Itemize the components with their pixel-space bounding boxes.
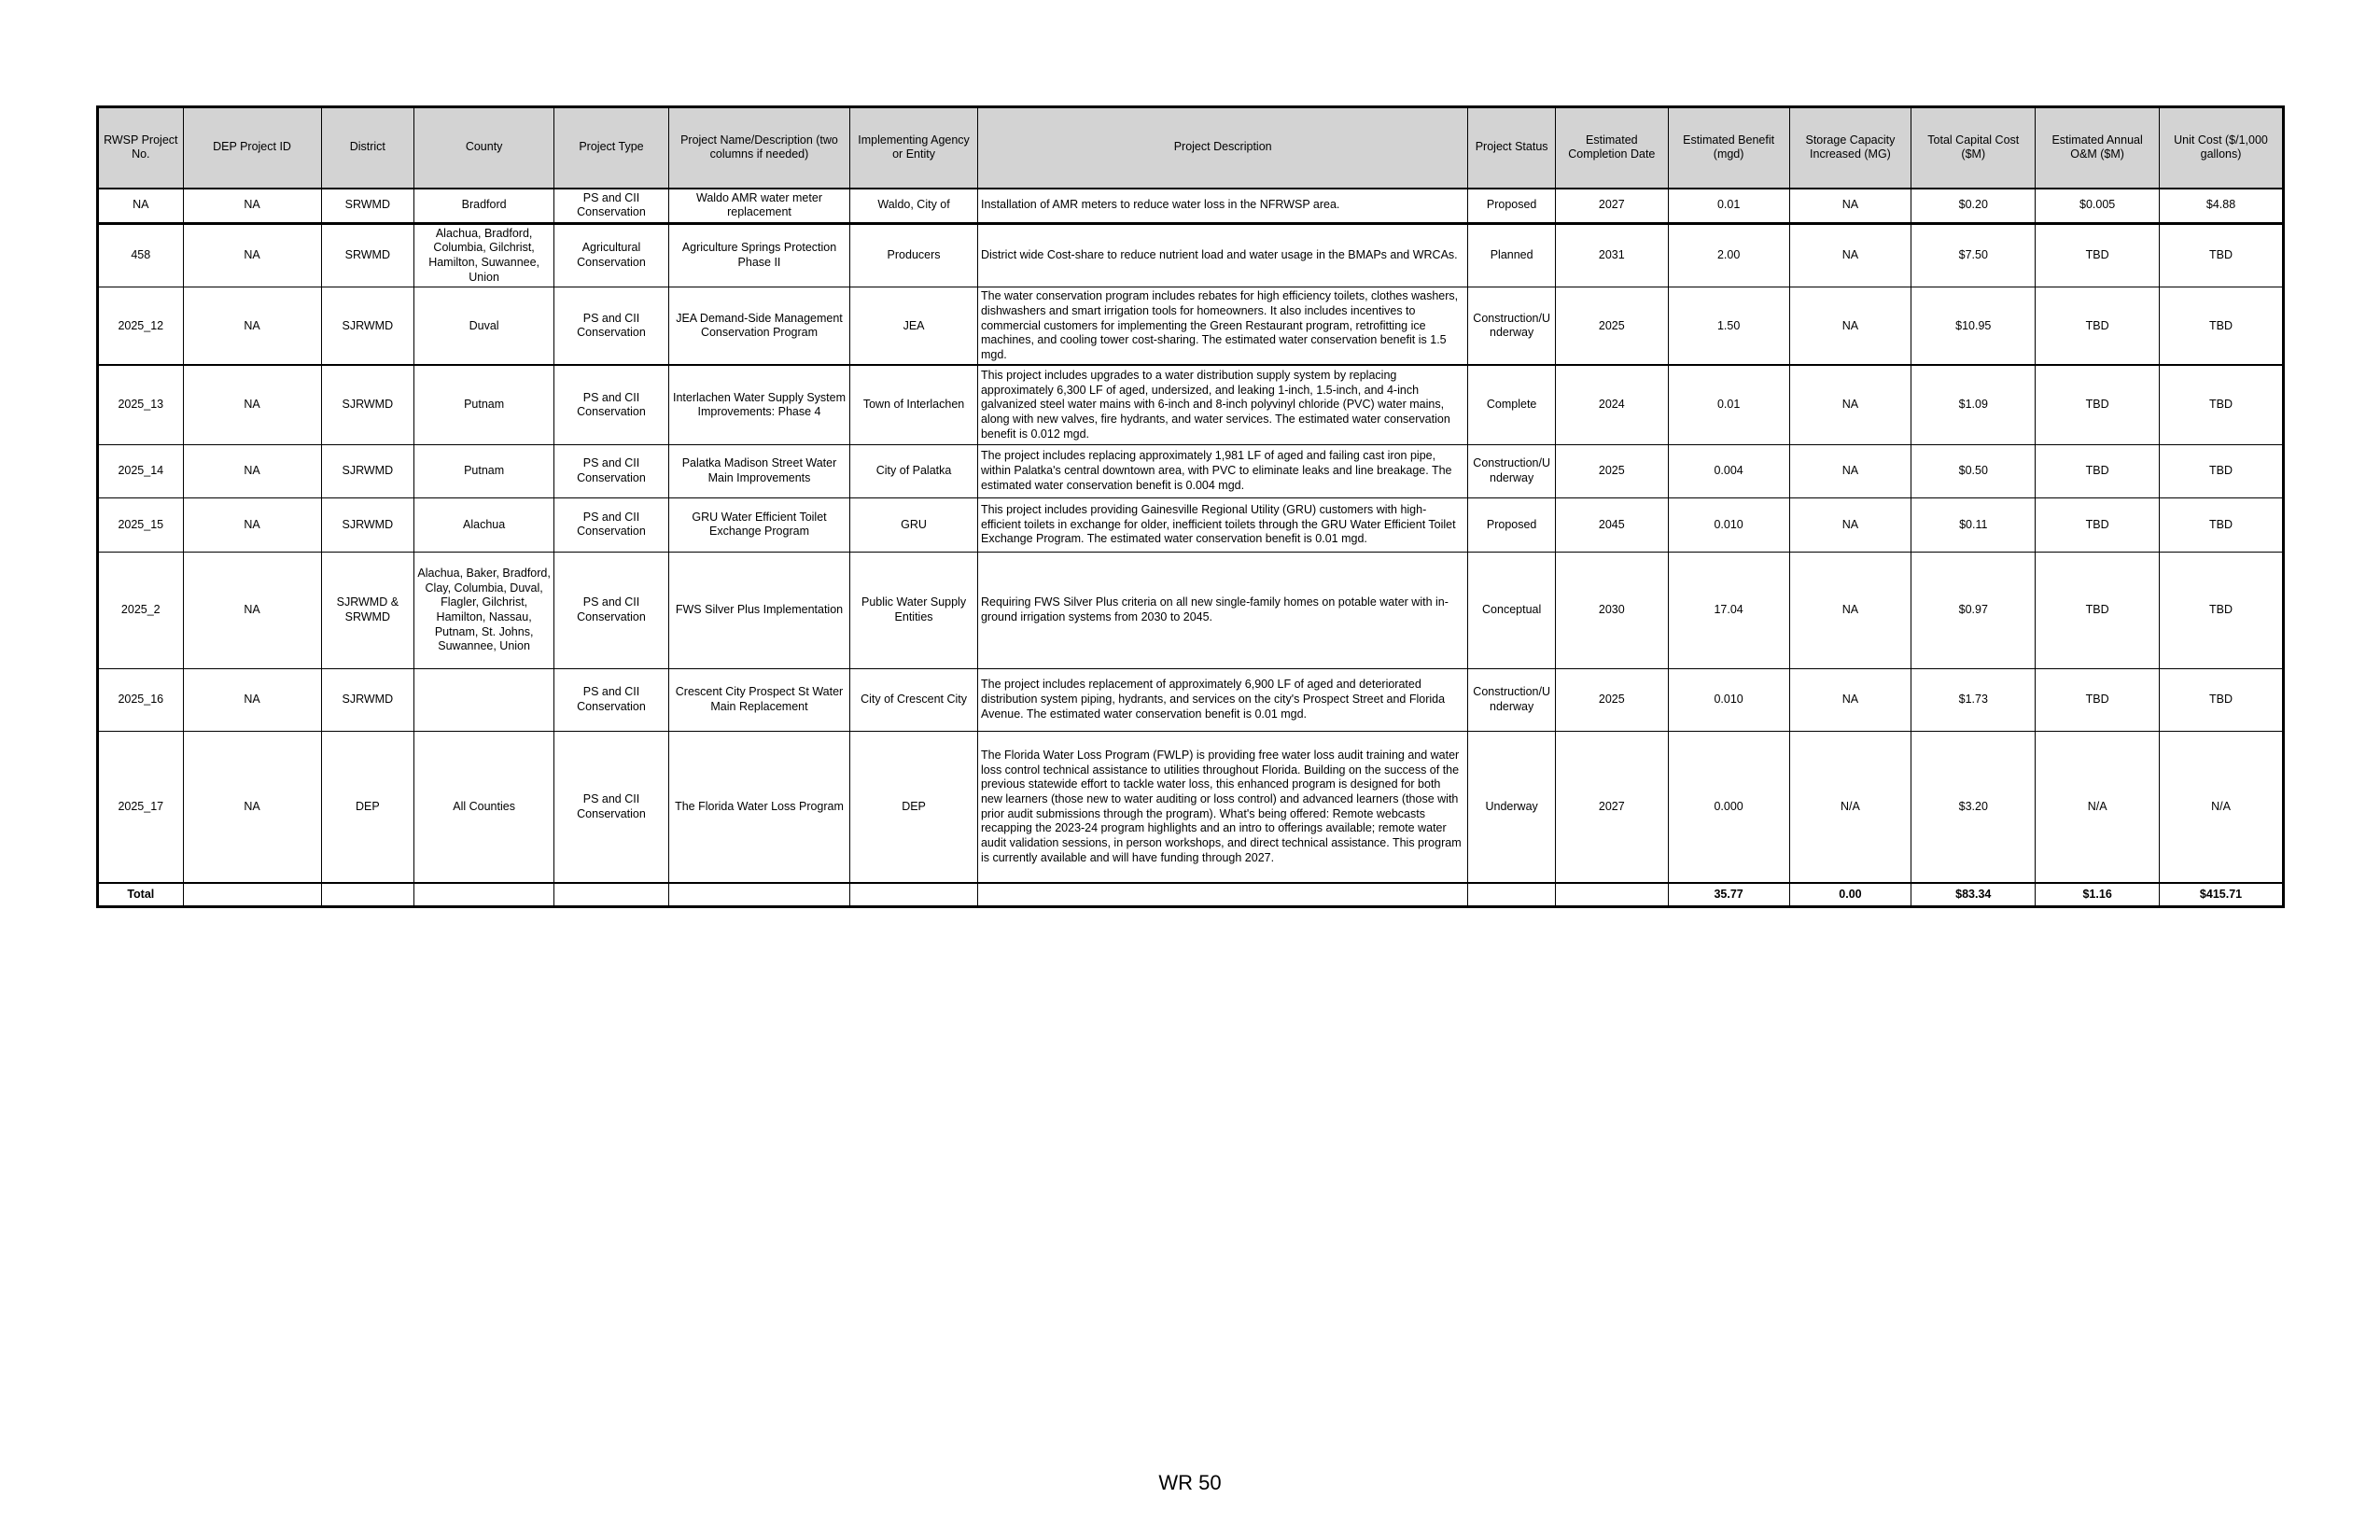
column-header-unit-cost: Unit Cost ($/1,000 gallons)	[2160, 107, 2284, 189]
total-dep-project-id	[183, 883, 321, 906]
column-header-completion-date: Estimated Completion Date	[1555, 107, 1668, 189]
cell-project-name: Interlachen Water Supply System Improvements: Phase 4	[668, 365, 849, 444]
projects-table	[96, 105, 2285, 908]
cell-project-type: PS and CII Conservation	[554, 444, 669, 497]
total-project-status	[1468, 883, 1556, 906]
cell-county: All Counties	[414, 731, 554, 883]
cell-project-name: Crescent City Prospect St Water Main Replacement	[668, 668, 849, 731]
table-row	[98, 731, 2284, 883]
cell-county: Bradford	[414, 189, 554, 224]
cell-completion-date: 2027	[1555, 189, 1668, 224]
cell-implementing-agency: City of Palatka	[850, 444, 978, 497]
total-county	[414, 883, 554, 906]
cell-annual-om: TBD	[2036, 668, 2160, 731]
cell-annual-om: TBD	[2036, 365, 2160, 444]
column-header-rwsp-project-no: RWSP Project No.	[98, 107, 184, 189]
cell-capital-cost: $1.73	[1911, 668, 2036, 731]
cell-project-type: PS and CII Conservation	[554, 668, 669, 731]
cell-dep-project-id: NA	[183, 552, 321, 668]
cell-county: Alachua	[414, 497, 554, 552]
cell-annual-om: TBD	[2036, 444, 2160, 497]
cell-rwsp-project-no: 458	[98, 223, 184, 287]
cell-annual-om: N/A	[2036, 731, 2160, 883]
cell-completion-date: 2025	[1555, 287, 1668, 366]
cell-project-status: Construction/Underway	[1468, 668, 1556, 731]
cell-capital-cost: $10.95	[1911, 287, 2036, 366]
cell-project-description: District wide Cost-share to reduce nutrient load and water usage in the BMAPs and WRCAs.	[977, 223, 1467, 287]
table-row	[98, 365, 2284, 444]
cell-storage-capacity: NA	[1789, 287, 1911, 366]
cell-district: SJRWMD	[321, 444, 414, 497]
cell-unit-cost: TBD	[2160, 287, 2284, 366]
cell-capital-cost: $3.20	[1911, 731, 2036, 883]
cell-completion-date: 2045	[1555, 497, 1668, 552]
cell-project-type: Agricultural Conservation	[554, 223, 669, 287]
cell-storage-capacity: NA	[1789, 189, 1911, 224]
cell-district: SJRWMD	[321, 287, 414, 366]
total-completion-date	[1555, 883, 1668, 906]
cell-project-name: Waldo AMR water meter replacement	[668, 189, 849, 224]
cell-dep-project-id: NA	[183, 365, 321, 444]
cell-project-type: PS and CII Conservation	[554, 731, 669, 883]
cell-completion-date: 2027	[1555, 731, 1668, 883]
cell-county: Putnam	[414, 444, 554, 497]
cell-county: Alachua, Baker, Bradford, Clay, Columbia, Duval, Flagler, Gilchrist, Hamilton, Nassau, Putnam, St. Johns, Suwannee, Union	[414, 552, 554, 668]
cell-district: SJRWMD	[321, 668, 414, 731]
cell-capital-cost: $0.20	[1911, 189, 2036, 224]
cell-project-description: Requiring FWS Silver Plus criteria on all new single-family homes on potable water with in-ground irrigation systems from 2030 to 2045.	[977, 552, 1467, 668]
column-header-district: District	[321, 107, 414, 189]
table-row	[98, 497, 2284, 552]
cell-project-description: The water conservation program includes rebates for high efficiency toilets, clothes washers, dishwashers and smart irrigation tools for homeowners. It also includes incentives to commercial customers for implementing the Green Restaurant program, retrofitting ice machines, and cooling tower cost-sharing. The estimated water conservation benefit is 1.5 mgd.	[977, 287, 1467, 366]
cell-project-name: JEA Demand-Side Management Conservation Program	[668, 287, 849, 366]
cell-completion-date: 2025	[1555, 444, 1668, 497]
column-header-county: County	[414, 107, 554, 189]
cell-project-description: The project includes replacement of approximately 6,900 LF of aged and deteriorated distribution system piping, hydrants, and services on the city's Prospect Street and Florida Avenue. The estimated water conservation benefit is 0.01 mgd.	[977, 668, 1467, 731]
cell-project-status: Proposed	[1468, 189, 1556, 224]
cell-completion-date: 2025	[1555, 668, 1668, 731]
column-header-capital-cost: Total Capital Cost ($M)	[1911, 107, 2036, 189]
cell-completion-date: 2030	[1555, 552, 1668, 668]
cell-rwsp-project-no: 2025_16	[98, 668, 184, 731]
cell-estimated-benefit: 0.004	[1668, 444, 1789, 497]
cell-project-name: Palatka Madison Street Water Main Improvements	[668, 444, 849, 497]
cell-capital-cost: $7.50	[1911, 223, 2036, 287]
cell-project-type: PS and CII Conservation	[554, 365, 669, 444]
cell-rwsp-project-no: 2025_15	[98, 497, 184, 552]
cell-implementing-agency: Waldo, City of	[850, 189, 978, 224]
cell-project-description: The Florida Water Loss Program (FWLP) is providing free water loss audit training and water loss control technical assistance to utilities throughout Florida. Building on the success of the previous statewide effort to tackle water loss, this enhanced program is designed for both new learners (those new to water auditing or loss control) and advanced learners (those with prior audit submissions through the program). What's being offered: Remote webcasts recapping the 2023-24 program highlights and an intro to offerings available; remote water audit validation sessions, in person workshops, and direct technical assistance. This program is currently available and will have funding through 2027.	[977, 731, 1467, 883]
cell-completion-date: 2024	[1555, 365, 1668, 444]
cell-storage-capacity: NA	[1789, 497, 1911, 552]
cell-implementing-agency: Public Water Supply Entities	[850, 552, 978, 668]
column-header-project-name: Project Name/Description (two columns if needed)	[668, 107, 849, 189]
total-project-name	[668, 883, 849, 906]
cell-county: Alachua, Bradford, Columbia, Gilchrist, Hamilton, Suwannee, Union	[414, 223, 554, 287]
cell-project-status: Conceptual	[1468, 552, 1556, 668]
cell-district: DEP	[321, 731, 414, 883]
cell-annual-om: TBD	[2036, 497, 2160, 552]
column-header-estimated-benefit: Estimated Benefit (mgd)	[1668, 107, 1789, 189]
total-implementing-agency	[850, 883, 978, 906]
table-row	[98, 189, 2284, 224]
cell-unit-cost: TBD	[2160, 497, 2284, 552]
table-row	[98, 552, 2284, 668]
cell-project-type: PS and CII Conservation	[554, 189, 669, 224]
cell-dep-project-id: NA	[183, 287, 321, 366]
cell-annual-om: TBD	[2036, 287, 2160, 366]
table-row	[98, 287, 2284, 366]
cell-county	[414, 668, 554, 731]
column-header-project-type: Project Type	[554, 107, 669, 189]
total-capital-cost: $83.34	[1911, 883, 2036, 906]
cell-dep-project-id: NA	[183, 223, 321, 287]
cell-project-name: GRU Water Efficient Toilet Exchange Program	[668, 497, 849, 552]
cell-implementing-agency: DEP	[850, 731, 978, 883]
cell-district: SRWMD	[321, 223, 414, 287]
cell-estimated-benefit: 17.04	[1668, 552, 1789, 668]
cell-project-status: Complete	[1468, 365, 1556, 444]
cell-rwsp-project-no: 2025_12	[98, 287, 184, 366]
column-header-storage-capacity: Storage Capacity Increased (MG)	[1789, 107, 1911, 189]
column-header-project-status: Project Status	[1468, 107, 1556, 189]
table-body	[98, 189, 2284, 907]
cell-implementing-agency: GRU	[850, 497, 978, 552]
cell-rwsp-project-no: 2025_2	[98, 552, 184, 668]
table-row	[98, 223, 2284, 287]
cell-rwsp-project-no: 2025_17	[98, 731, 184, 883]
cell-dep-project-id: NA	[183, 497, 321, 552]
cell-capital-cost: $1.09	[1911, 365, 2036, 444]
cell-annual-om: TBD	[2036, 552, 2160, 668]
cell-storage-capacity: NA	[1789, 552, 1911, 668]
cell-unit-cost: TBD	[2160, 223, 2284, 287]
column-header-annual-om: Estimated Annual O&M ($M)	[2036, 107, 2160, 189]
cell-dep-project-id: NA	[183, 668, 321, 731]
cell-project-name: The Florida Water Loss Program	[668, 731, 849, 883]
header-row	[98, 107, 2284, 189]
page-number: WR 50	[1158, 1471, 1222, 1494]
cell-estimated-benefit: 1.50	[1668, 287, 1789, 366]
table-row	[98, 668, 2284, 731]
cell-project-type: PS and CII Conservation	[554, 552, 669, 668]
cell-rwsp-project-no: NA	[98, 189, 184, 224]
cell-project-status: Underway	[1468, 731, 1556, 883]
cell-storage-capacity: NA	[1789, 365, 1911, 444]
cell-project-status: Proposed	[1468, 497, 1556, 552]
cell-capital-cost: $0.11	[1911, 497, 2036, 552]
cell-project-name: Agriculture Springs Protection Phase II	[668, 223, 849, 287]
cell-district: SJRWMD	[321, 497, 414, 552]
table-row	[98, 444, 2284, 497]
total-district	[321, 883, 414, 906]
total-annual-om: $1.16	[2036, 883, 2160, 906]
cell-project-status: Planned	[1468, 223, 1556, 287]
cell-district: SJRWMD & SRWMD	[321, 552, 414, 668]
cell-estimated-benefit: 0.01	[1668, 365, 1789, 444]
cell-capital-cost: $0.50	[1911, 444, 2036, 497]
cell-storage-capacity: NA	[1789, 223, 1911, 287]
column-header-implementing-agency: Implementing Agency or Entity	[850, 107, 978, 189]
total-estimated-benefit: 35.77	[1668, 883, 1789, 906]
cell-storage-capacity: NA	[1789, 444, 1911, 497]
total-project-description	[977, 883, 1467, 906]
cell-estimated-benefit: 0.000	[1668, 731, 1789, 883]
cell-project-description: This project includes upgrades to a water distribution supply system by replacing approximately 6,300 LF of aged, undersized, and leaking 1-inch, 1.5-inch, and 4-inch galvanized steel water mains with 6-inch and 8-inch polyvinyl chloride (PVC) water mains, along with new valves, fire hydrants, and water services. The estimated water conservation benefit is 0.012 mgd.	[977, 365, 1467, 444]
total-storage-capacity: 0.00	[1789, 883, 1911, 906]
cell-estimated-benefit: 0.010	[1668, 668, 1789, 731]
cell-completion-date: 2031	[1555, 223, 1668, 287]
cell-project-status: Construction/Underway	[1468, 287, 1556, 366]
cell-capital-cost: $0.97	[1911, 552, 2036, 668]
cell-storage-capacity: N/A	[1789, 731, 1911, 883]
cell-dep-project-id: NA	[183, 444, 321, 497]
cell-county: Putnam	[414, 365, 554, 444]
cell-project-name: FWS Silver Plus Implementation	[668, 552, 849, 668]
total-row	[98, 883, 2284, 906]
cell-annual-om: TBD	[2036, 223, 2160, 287]
cell-unit-cost: $4.88	[2160, 189, 2284, 224]
cell-dep-project-id: NA	[183, 189, 321, 224]
cell-project-description: The project includes replacing approximately 1,981 LF of aged and failing cast iron pipe, within Palatka's central downtown area, with PVC to eliminate leaks and line breakage. The estimated water conservation benefit is 0.004 mgd.	[977, 444, 1467, 497]
cell-rwsp-project-no: 2025_13	[98, 365, 184, 444]
cell-project-type: PS and CII Conservation	[554, 287, 669, 366]
cell-implementing-agency: Producers	[850, 223, 978, 287]
cell-project-status: Construction/Underway	[1468, 444, 1556, 497]
cell-implementing-agency: JEA	[850, 287, 978, 366]
cell-unit-cost: TBD	[2160, 444, 2284, 497]
cell-county: Duval	[414, 287, 554, 366]
table-header	[98, 107, 2284, 189]
cell-storage-capacity: NA	[1789, 668, 1911, 731]
cell-implementing-agency: City of Crescent City	[850, 668, 978, 731]
total-project-type	[554, 883, 669, 906]
cell-district: SJRWMD	[321, 365, 414, 444]
cell-project-description: This project includes providing Gainesville Regional Utility (GRU) customers with high-efficient toilets in exchange for older, inefficient toilets through the GRU Water Efficient Toilet Exchange Program. The estimated water conservation benefit is 0.01 mgd.	[977, 497, 1467, 552]
cell-annual-om: $0.005	[2036, 189, 2160, 224]
cell-unit-cost: TBD	[2160, 365, 2284, 444]
column-header-dep-project-id: DEP Project ID	[183, 107, 321, 189]
cell-dep-project-id: NA	[183, 731, 321, 883]
cell-estimated-benefit: 0.010	[1668, 497, 1789, 552]
cell-district: SRWMD	[321, 189, 414, 224]
cell-unit-cost: TBD	[2160, 668, 2284, 731]
cell-estimated-benefit: 0.01	[1668, 189, 1789, 224]
cell-project-description: Installation of AMR meters to reduce water loss in the NFRWSP area.	[977, 189, 1467, 224]
cell-rwsp-project-no: 2025_14	[98, 444, 184, 497]
cell-unit-cost: N/A	[2160, 731, 2284, 883]
cell-implementing-agency: Town of Interlachen	[850, 365, 978, 444]
column-header-project-description: Project Description	[977, 107, 1467, 189]
total-rwsp-project-no: Total	[98, 883, 184, 906]
cell-unit-cost: TBD	[2160, 552, 2284, 668]
cell-project-type: PS and CII Conservation	[554, 497, 669, 552]
cell-estimated-benefit: 2.00	[1668, 223, 1789, 287]
total-unit-cost: $415.71	[2160, 883, 2284, 906]
